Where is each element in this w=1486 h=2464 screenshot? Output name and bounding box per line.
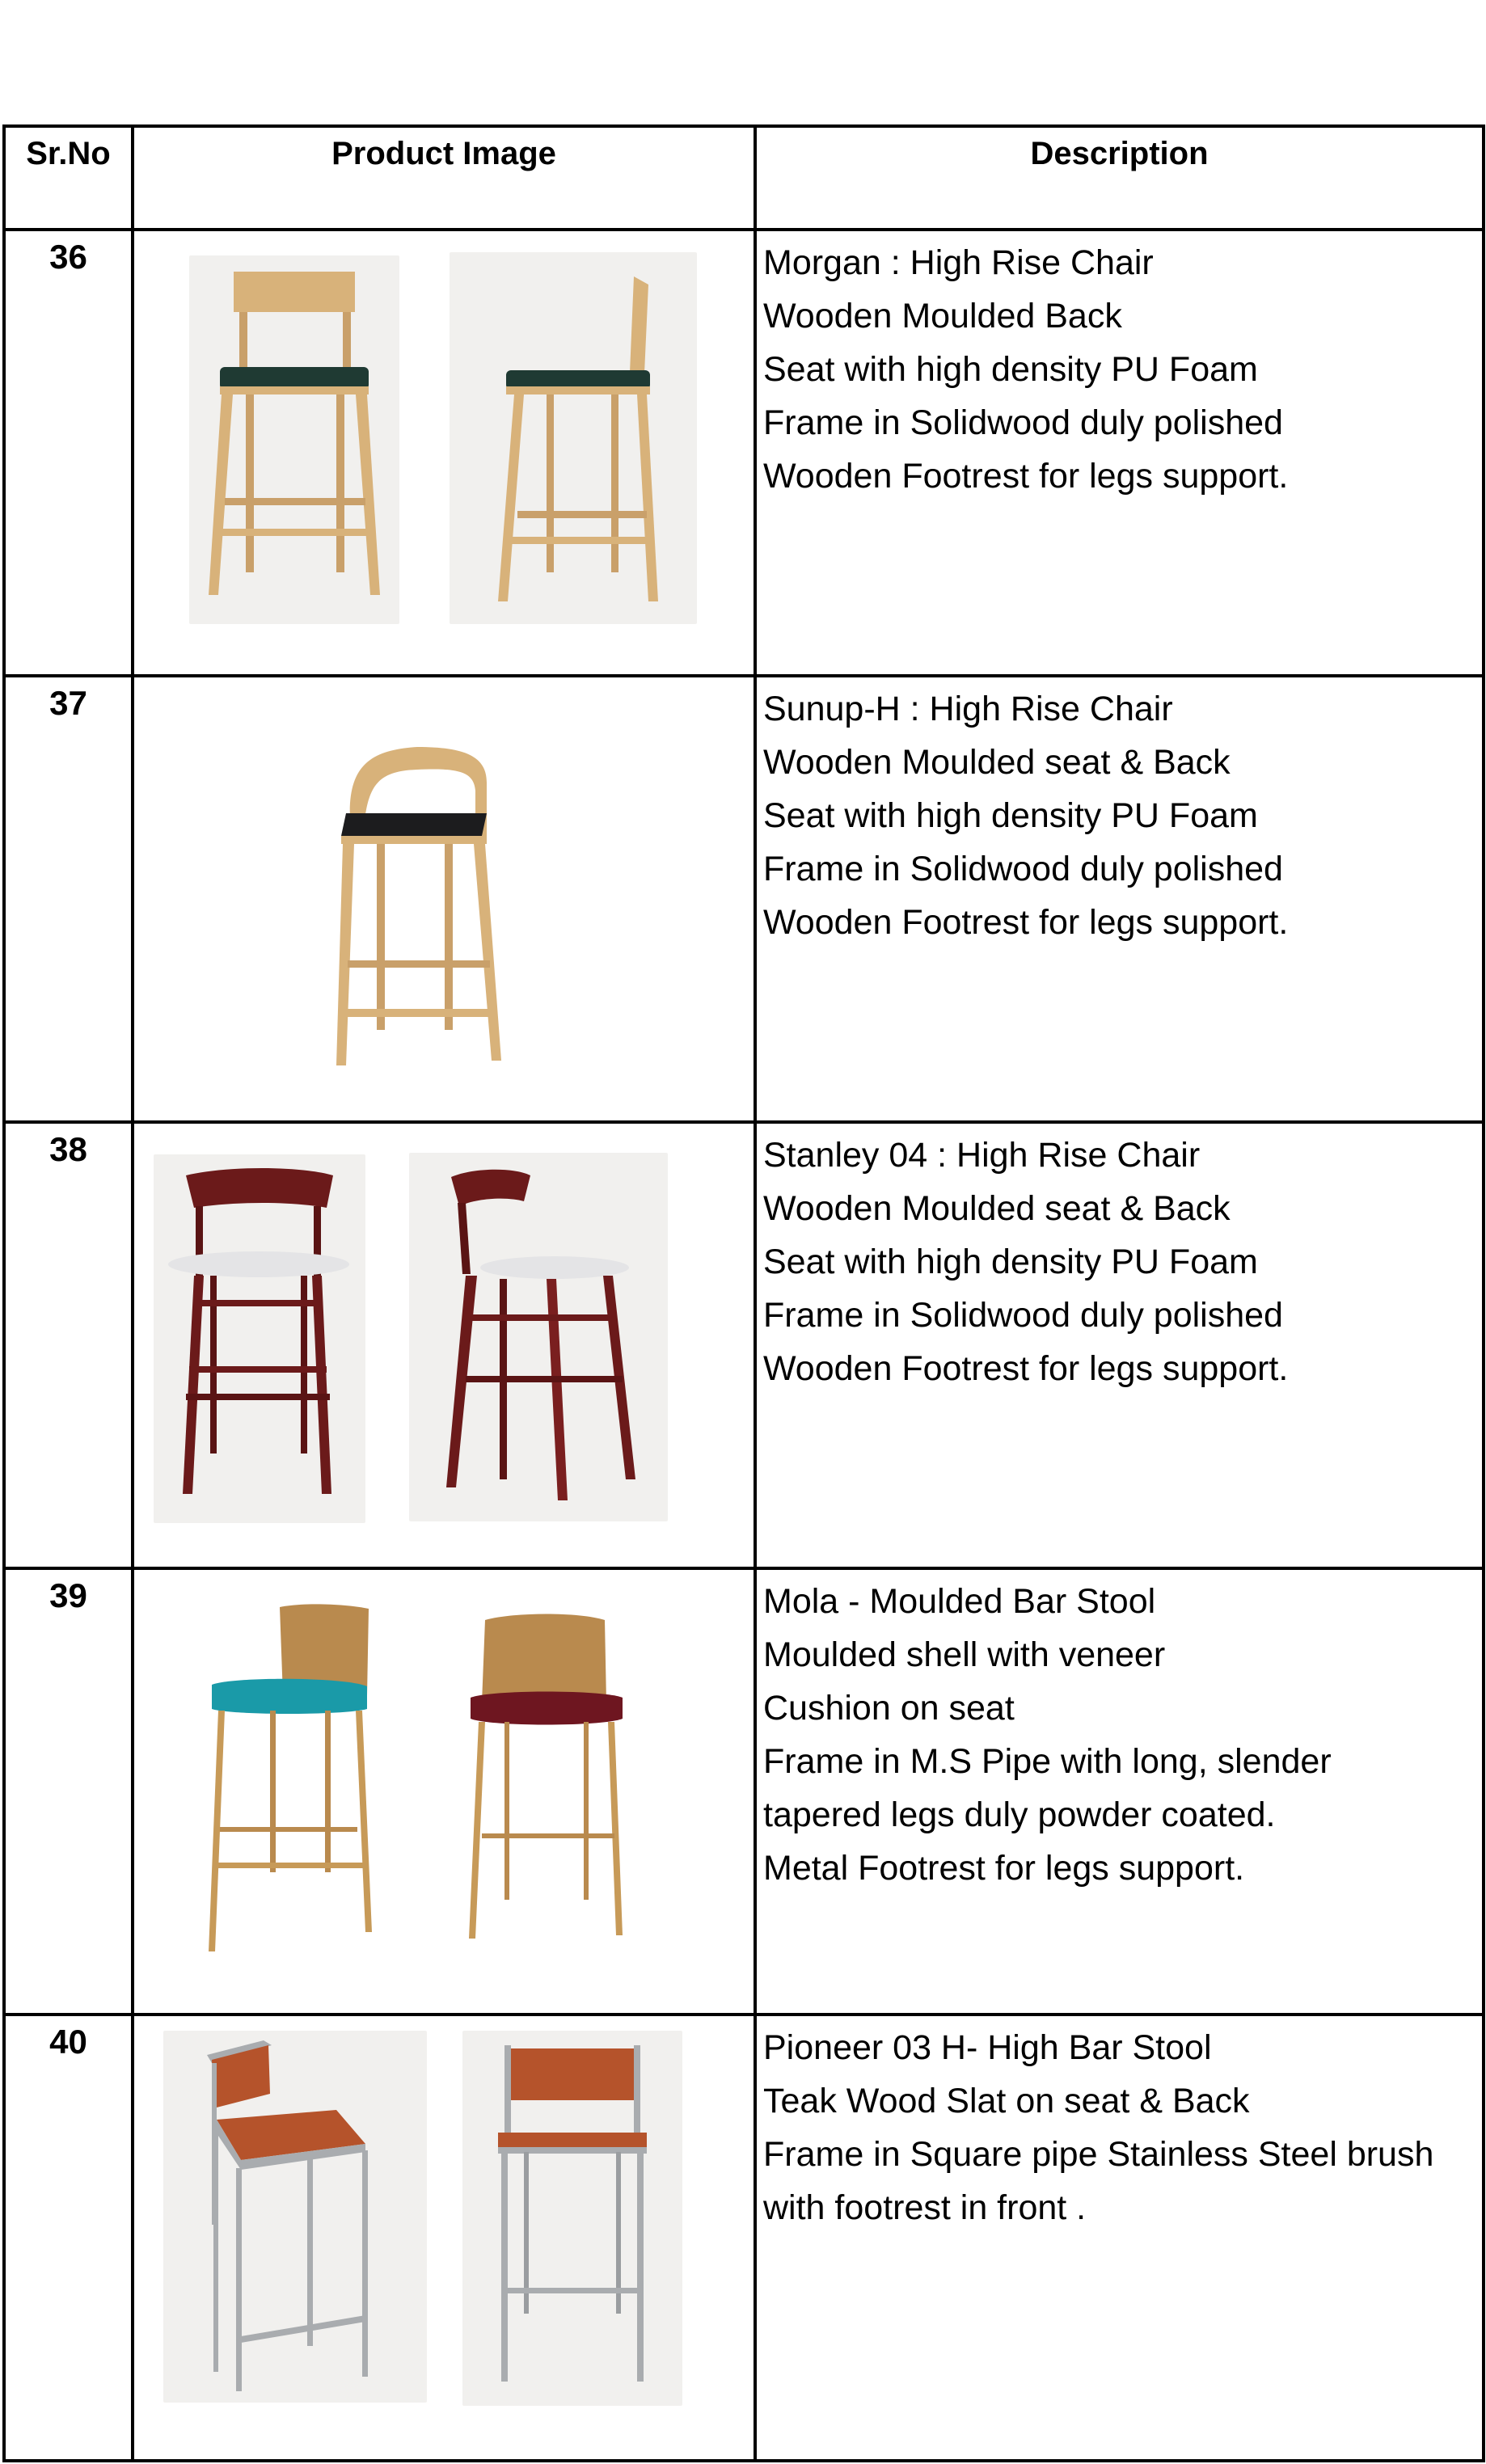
description-line: with footrest in front . xyxy=(763,2188,1087,2227)
description-cell xyxy=(755,2015,1484,2461)
sr-number: 36 xyxy=(4,230,133,676)
chair-photo xyxy=(458,1605,635,1961)
description-line: Mola - Moulded Bar Stool xyxy=(763,1582,1156,1621)
description-line: Frame in Solidwood duly polished xyxy=(763,850,1283,888)
description-line: Seat with high density PU Foam xyxy=(763,1243,1258,1281)
sr-number: 37 xyxy=(4,676,133,1122)
chair-photo xyxy=(183,1599,409,1979)
product-table xyxy=(2,124,1485,2462)
description-line: Sunup-H : High Rise Chair xyxy=(763,690,1173,728)
table-row xyxy=(4,2015,1484,2461)
table-row xyxy=(4,1568,1484,2015)
description-line: Wooden Footrest for legs support. xyxy=(763,1349,1289,1388)
description-line: Cushion on seat xyxy=(763,1689,1015,1728)
product-image-cell xyxy=(133,230,755,676)
chair-photo xyxy=(462,2031,682,2406)
description-line: Frame in Square pipe Stainless Steel brush xyxy=(763,2135,1434,2174)
description-line: Frame in Solidwood duly polished xyxy=(763,403,1283,442)
sr-number: 39 xyxy=(4,1568,133,2015)
description-line: Seat with high density PU Foam xyxy=(763,796,1258,835)
chair-photo xyxy=(154,1154,365,1523)
header-description: Description xyxy=(755,126,1484,230)
product-image-cell xyxy=(133,676,755,1122)
description-line: Pioneer 03 H- High Bar Stool xyxy=(763,2028,1212,2067)
sr-number: 40 xyxy=(4,2015,133,2461)
table-header-row xyxy=(4,126,1484,230)
description-line: Frame in M.S Pipe with long, slender xyxy=(763,1742,1332,1781)
description-line: Wooden Moulded seat & Back xyxy=(763,743,1231,782)
chair-photo xyxy=(450,252,697,624)
description-line: Moulded shell with veneer xyxy=(763,1635,1166,1674)
sr-number: 38 xyxy=(4,1122,133,1568)
description-line: Morgan : High Rise Chair xyxy=(763,243,1154,282)
description-line: Wooden Moulded seat & Back xyxy=(763,1189,1231,1228)
table-row xyxy=(4,676,1484,1122)
description-line: Teak Wood Slat on seat & Back xyxy=(763,2082,1250,2120)
description-line: Wooden Moulded Back xyxy=(763,297,1122,335)
description-line: Wooden Footrest for legs support. xyxy=(763,457,1289,496)
table-row xyxy=(4,230,1484,676)
product-image-cell xyxy=(133,1122,755,1568)
chair-photo xyxy=(163,2031,427,2403)
description-cell xyxy=(755,1122,1484,1568)
header-sr-no: Sr.No xyxy=(4,126,133,230)
table-row xyxy=(4,1122,1484,1568)
description-cell xyxy=(755,230,1484,676)
product-image-cell xyxy=(133,1568,755,2015)
chair-photo xyxy=(409,1153,668,1521)
description-line: Metal Footrest for legs support. xyxy=(763,1849,1245,1888)
product-image-cell xyxy=(133,2015,755,2461)
header-product-image: Product Image xyxy=(133,126,755,230)
description-cell xyxy=(755,1568,1484,2015)
description-line: Stanley 04 : High Rise Chair xyxy=(763,1136,1201,1175)
description-line: Wooden Footrest for legs support. xyxy=(763,903,1289,942)
description-line: tapered legs duly powder coated. xyxy=(763,1795,1276,1834)
description-line: Seat with high density PU Foam xyxy=(763,350,1258,389)
description-cell xyxy=(755,676,1484,1122)
chair-photo xyxy=(189,255,399,624)
description-line: Frame in Solidwood duly polished xyxy=(763,1296,1283,1335)
chair-photo xyxy=(296,718,538,1098)
